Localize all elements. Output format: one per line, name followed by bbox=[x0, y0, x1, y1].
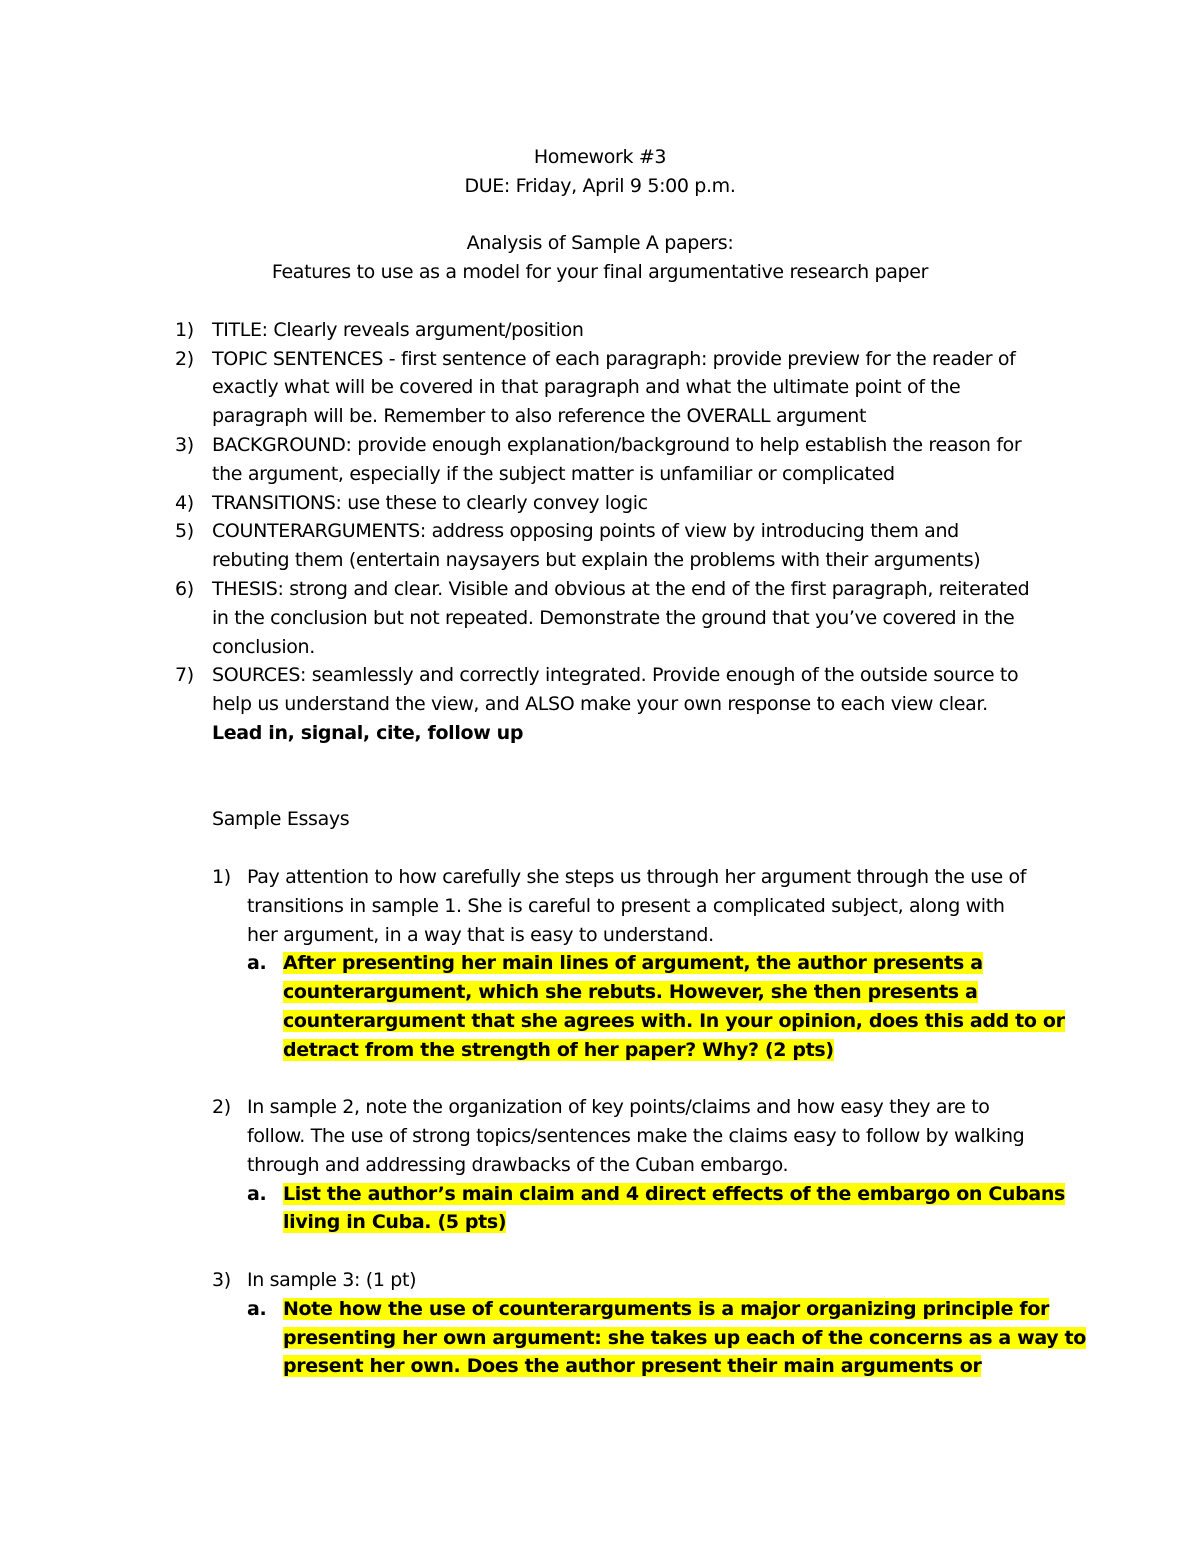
sample-item-1-question bbox=[247, 949, 1070, 1064]
list-text: THESIS: strong and clear. Visible and obvious at the end of the first paragraph, reiterated bbox=[212, 577, 1030, 600]
highlighted-text: Note how the use of counterarguments is a major organizing principle for bbox=[283, 1297, 1050, 1320]
list-text: TOPIC SENTENCES - first sentence of each paragraph: provide preview for the reader of bbox=[212, 347, 1016, 370]
list-text: COUNTERARGUMENTS: address opposing points of view by introducing them and bbox=[212, 520, 959, 543]
list-text: exactly what will be covered in that paragraph and what the ultimate point of the bbox=[212, 376, 961, 399]
sample-essays-heading: Sample Essays bbox=[212, 808, 350, 831]
list-number: 2) bbox=[175, 347, 194, 370]
sample-item-1 bbox=[212, 863, 1070, 949]
list-number: 1) bbox=[212, 865, 231, 888]
highlighted-text: counterargument that she agrees with. In your opinion, does this add to or bbox=[283, 1009, 1065, 1032]
sample-item-2 bbox=[212, 1093, 1070, 1179]
feature-item-thesis bbox=[175, 575, 1070, 661]
sample-item-2-question bbox=[247, 1180, 1070, 1238]
feature-item-background bbox=[175, 431, 1070, 489]
list-text-bold: Lead in, signal, cite, follow up bbox=[212, 721, 524, 744]
list-text: TRANSITIONS: use these to clearly convey logic bbox=[212, 491, 648, 514]
list-text: follow. The use of strong topics/sentences make the claims easy to follow by walking bbox=[247, 1125, 1025, 1148]
due-date: DUE: Friday, April 9 5:00 p.m. bbox=[464, 174, 736, 197]
highlighted-text: counterargument, which she rebuts. However, she then presents a bbox=[283, 981, 978, 1004]
highlighted-text: living in Cuba. (5 pts) bbox=[283, 1211, 507, 1234]
feature-item-topic-sentences bbox=[175, 345, 1070, 431]
list-text: in the conclusion but not repeated. Demonstrate the ground that you’ve covered in the bbox=[212, 606, 1015, 629]
sample-item-3 bbox=[212, 1266, 1070, 1295]
list-text: Pay attention to how carefully she steps us through her argument through the use of bbox=[247, 865, 1027, 888]
list-text: rebuting them (entertain naysayers but explain the problems with their arguments) bbox=[212, 549, 981, 572]
list-text: conclusion. bbox=[212, 635, 315, 658]
list-number: 5) bbox=[175, 520, 194, 543]
sub-letter: a. bbox=[247, 1182, 267, 1205]
feature-item-transitions bbox=[175, 489, 1070, 518]
list-text: In sample 3: (1 pt) bbox=[247, 1269, 417, 1292]
list-number: 3) bbox=[212, 1269, 231, 1292]
highlighted-text: present her own. Does the author present their main arguments or bbox=[283, 1355, 982, 1378]
feature-item-counterarguments bbox=[175, 517, 1070, 575]
list-text: BACKGROUND: provide enough explanation/background to help establish the reason for bbox=[212, 433, 1022, 456]
list-text: In sample 2, note the organization of key points/claims and how easy they are to bbox=[247, 1096, 990, 1119]
sample-item-3-question bbox=[247, 1295, 1086, 1381]
highlighted-text: After presenting her main lines of argument, the author presents a bbox=[283, 952, 983, 975]
list-text: her argument, in a way that is easy to understand. bbox=[247, 923, 714, 946]
list-text: through and addressing drawbacks of the Cuban embargo. bbox=[247, 1153, 789, 1176]
highlighted-text: List the author’s main claim and 4 direct effects of the embargo on Cubans bbox=[283, 1182, 1065, 1205]
homework-title: Homework #3 bbox=[533, 146, 667, 168]
analysis-subtitle: Features to use as a model for your final argumentative research paper bbox=[271, 261, 929, 284]
analysis-title: Analysis of Sample A papers: bbox=[466, 232, 734, 255]
highlighted-text: detract from the strength of her paper? Why? (2 pts) bbox=[283, 1038, 834, 1061]
list-text: transitions in sample 1. She is careful to present a complicated subject, along with bbox=[247, 894, 1005, 917]
list-number: 1) bbox=[175, 318, 194, 341]
feature-item-sources bbox=[175, 661, 1070, 747]
list-text: SOURCES: seamlessly and correctly integrated. Provide enough of the outside source to bbox=[212, 664, 1019, 687]
feature-item-title bbox=[175, 316, 1070, 345]
sub-letter: a. bbox=[247, 1297, 267, 1320]
list-number: 3) bbox=[175, 433, 194, 456]
list-number: 2) bbox=[212, 1096, 231, 1119]
list-text: paragraph will be. Remember to also reference the OVERALL argument bbox=[212, 405, 867, 428]
list-text: the argument, especially if the subject matter is unfamiliar or complicated bbox=[212, 462, 895, 485]
list-number: 6) bbox=[175, 577, 194, 600]
sub-letter: a. bbox=[247, 952, 267, 975]
list-text: TITLE: Clearly reveals argument/position bbox=[212, 318, 584, 341]
list-text: help us understand the view, and ALSO make your own response to each view clear. bbox=[212, 693, 988, 716]
list-number: 7) bbox=[175, 664, 194, 687]
list-number: 4) bbox=[175, 491, 194, 514]
highlighted-text: presenting her own argument: she takes up each of the concerns as a way to bbox=[283, 1326, 1086, 1349]
